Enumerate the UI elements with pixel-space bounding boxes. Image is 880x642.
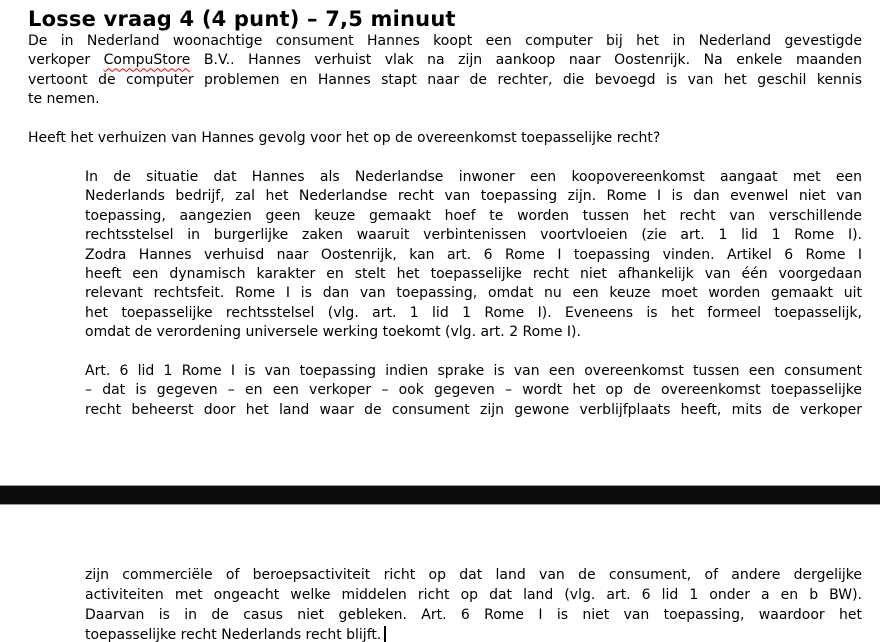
text-line[interactable]: zijn commerciële of beroepsactiviteit richt op dat land van de consument, of andere dergelijke: [85, 567, 862, 583]
text-line[interactable]: De in Nederland woonachtige consument Hannes koopt een computer bij het in Nederland gevestigde: [28, 33, 862, 49]
question-text[interactable]: Heeft het verhuizen van Hannes gevolg voor het op de overeenkomst toepasselijke recht?: [28, 130, 661, 146]
question-heading[interactable]: Losse vraag 4 (4 punt) – 7,5 minuut: [28, 7, 456, 31]
page-break-separator[interactable]: [0, 485, 880, 505]
answer-paragraph-2[interactable]: [85, 362, 862, 420]
text-line[interactable]: recht beheerst door het land waar de consument zijn gewone verblijfplaats heeft, mits de verkoper: [85, 401, 862, 418]
text-line[interactable]: In de situatie dat Hannes als Nederlandse inwoner een koopovereenkomst aangaat met een: [85, 169, 862, 185]
text-line[interactable]: Zodra Hannes verhuisd naar Oostenrijk, kan art. 6 Rome I toepassing vinden. Artikel 6 Rome I: [85, 246, 862, 263]
text-line[interactable]: [28, 51, 862, 70]
case-intro-paragraph[interactable]: [28, 32, 862, 110]
text-line[interactable]: heeft een dynamisch karakter en stelt het toepasselijke recht niet afhankelijk van één voorgedaan: [85, 266, 862, 283]
text-line[interactable]: Art. 6 lid 1 Rome I is van toepassing indien sprake is van een overeenkomst tussen een consument: [85, 363, 862, 379]
text-line[interactable]: rechtsstelsel in burgerlijke zaken waaruit verbintenissen voortvloeien (zie art. 1 lid 1 Rome I).: [85, 227, 862, 244]
text-segment[interactable]: B.V.. Hannes verhuist vlak na zijn aankoop naar Oostenrijk. Na enkele maanden: [190, 52, 862, 69]
text-line[interactable]: vertoont de computer problemen en Hannes stapt naar de rechter, die bevoegd is van het geschil kennis: [28, 71, 862, 88]
text-segment[interactable]: verkoper: [28, 52, 104, 69]
text-line[interactable]: – dat is gegeven – en een verkoper – ook gegeven – wordt het op de overeenkomst toepasselijke: [85, 382, 862, 399]
text-line[interactable]: te nemen.: [28, 91, 100, 108]
text-line[interactable]: relevant rechtsfeit. Rome I is dan van toepassing, omdat nu een keuze moet worden gemaakt uit: [85, 285, 862, 302]
text-line[interactable]: [85, 625, 862, 642]
answer-paragraph-1[interactable]: [85, 168, 862, 343]
text-cursor: [384, 626, 386, 642]
text-line[interactable]: Nederlands bedrijf, zal het Nederlandse recht van toepassing zijn. Rome I is dan evenwel niet van: [85, 188, 862, 205]
text-line[interactable]: activiteiten met ongeacht welke middelen richt op dat land (vlg. art. 6 lid 1 onder a en b BW).: [85, 587, 862, 603]
text-line[interactable]: Daarvan is in de casus niet gebleken. Art. 6 Rome I is niet van toepassing, waardoor het: [85, 607, 862, 623]
text-line[interactable]: omdat de verordening universele werking toekomt (vlg. art. 2 Rome I).: [85, 324, 581, 341]
answer-paragraph-3[interactable]: [85, 565, 862, 642]
text-line[interactable]: toepassing, aangezien geen keuze gemaakt hoef te worden tussen het recht van verschillende: [85, 207, 862, 224]
text-segment[interactable]: toepasselijke recht Nederlands recht blijft.: [85, 627, 382, 642]
text-line[interactable]: het toepasselijke rechtsstelsel (vlg. art. 1 lid 1 Rome I). Eveneens is het formeel toepasselijk,: [85, 304, 862, 321]
misspelled-word[interactable]: CompuStore: [103, 52, 191, 69]
